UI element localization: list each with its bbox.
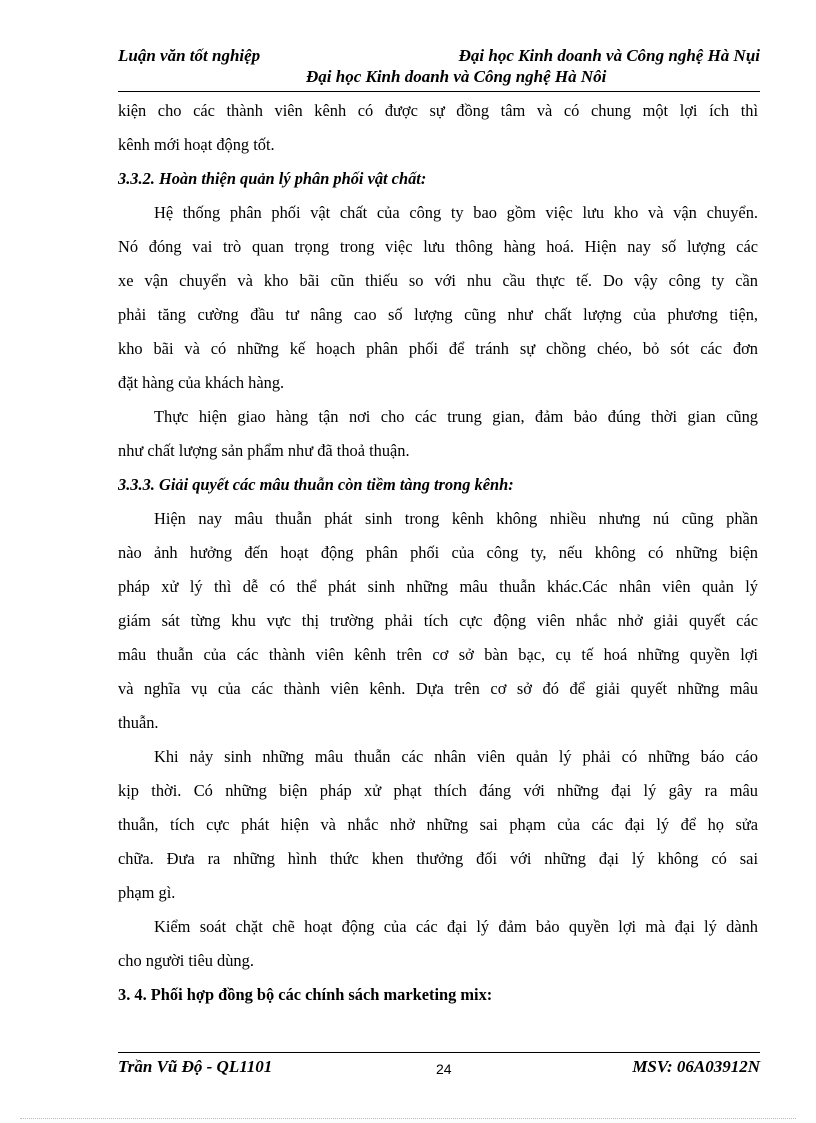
page-number: 24: [436, 1061, 452, 1077]
section-heading-3-4: 3. 4. Phối hợp đồng bộ các chính sách marketing mix:: [118, 985, 493, 1004]
body-line: giám sát từng khu vực thị trường phải tích cực động viên nhắc nhở giải quyết các: [118, 611, 758, 630]
body-line: Khi nảy sinh những mâu thuẫn các nhân viên quản lý phải có những báo cáo: [154, 747, 758, 766]
section-heading-3-3-2: 3.3.2. Hoàn thiện quản lý phân phối vật chất:: [118, 169, 427, 188]
body-line: Kiểm soát chặt chẽ hoạt động của các đại lý đảm bảo quyền lợi mà đại lý dành: [154, 917, 758, 936]
footer-divider: [118, 1052, 760, 1053]
body-line: Hệ thống phân phối vật chất của công ty bao gồm việc lưu kho và vận chuyển.: [154, 203, 758, 222]
body-line: mâu thuẫn của các thành viên kênh trên cơ sở bàn bạc, cụ tế hoá những quyền lợi: [118, 645, 758, 664]
body-line: chữa. Đưa ra những hình thức khen thưởng đối với những đại lý không có sai: [118, 849, 758, 868]
page-body: [118, 94, 758, 1012]
body-line: Thực hiện giao hàng tận nơi cho các trung gian, đảm bảo đúng thời gian cũng: [154, 407, 758, 426]
body-line: xe vận chuyển và kho bãi cũn thiếu so với nhu cầu thực tế. Do vậy công ty cần: [118, 271, 758, 290]
body-line: nào ảnh hưởng đến hoạt động phân phối của công ty, nếu không có những biện: [118, 543, 758, 562]
body-line: thuẫn.: [118, 713, 159, 732]
body-line: kênh mới hoạt động tốt.: [118, 135, 275, 154]
body-line: và nghĩa vụ của các thành viên kênh. Dựa trên cơ sở đó để giải quyết những mâu: [118, 679, 758, 698]
body-line: kho bãi và có những kế hoạch phân phối để tránh sự chồng chéo, bỏ sót các đơn: [118, 339, 758, 358]
footer-student-id: MSV: 06A03912N: [632, 1057, 760, 1076]
header-university-second: Đại học Kinh doanh và Công nghệ Hà Nôi: [306, 67, 607, 86]
page-bottom-edge: [20, 1118, 796, 1119]
section-heading-3-3-3: 3.3.3. Giải quyết các mâu thuẫn còn tiềm tàng trong kênh:: [118, 475, 514, 494]
body-line: phạm gì.: [118, 883, 176, 902]
body-line: cho người tiêu dùng.: [118, 951, 254, 970]
body-line: phải tăng cường đầu tư nâng cao số lượng cũng như chất lượng của phương tiện,: [118, 305, 758, 324]
body-line: kiện cho các thành viên kênh có được sự đồng tâm và có chung một lợi ích thì: [118, 101, 758, 120]
page-footer: [118, 1057, 760, 1079]
header-university: Đại học Kinh doanh và Công nghệ Hà Nụi: [458, 46, 760, 65]
header-thesis-title: Luận văn tốt nghiệp: [118, 46, 261, 65]
page-header: [118, 46, 760, 68]
body-line: Nó đóng vai trò quan trọng trong việc lưu thông hàng hoá. Hiện nay số lượng các: [118, 237, 758, 256]
footer-author: Trần Vũ Độ - QL1101: [118, 1057, 273, 1076]
body-line: như chất lượng sản phẩm như đã thoả thuận.: [118, 441, 410, 460]
body-line: pháp xử lý thì dễ có thể phát sinh những mâu thuẫn khác.Các nhân viên quản lý: [118, 577, 758, 596]
body-line: Hiện nay mâu thuẫn phát sinh trong kênh không nhiều nhưng nú cũng phần: [154, 509, 758, 528]
body-line: đặt hàng của khách hàng.: [118, 373, 285, 392]
body-line: kịp thời. Có những biện pháp xử phạt thích đáng với những đại lý gây ra mâu: [118, 781, 758, 800]
body-line: thuẫn, tích cực phát hiện và nhắc nhở những sai phạm của các đại lý để họ sửa: [118, 815, 758, 834]
header-divider: [118, 91, 760, 92]
